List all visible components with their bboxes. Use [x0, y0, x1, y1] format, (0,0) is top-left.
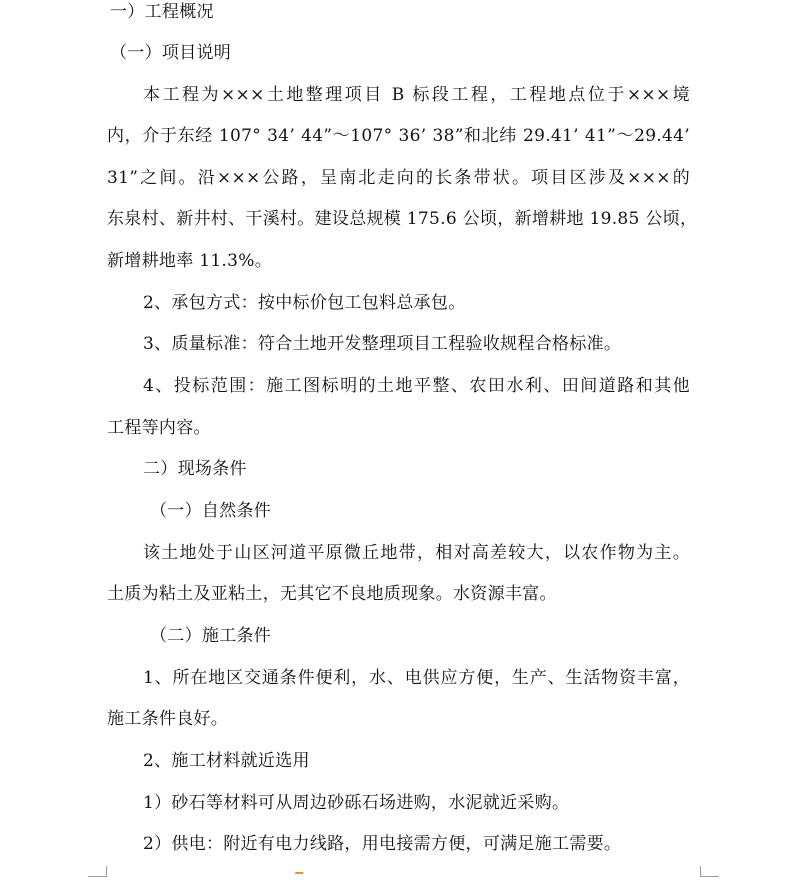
contract-method-item: 2、承包方式：按中标价包工包料总承包。	[143, 293, 466, 313]
section-heading-project-overview: 一）工程概况	[110, 2, 214, 22]
bid-scope-item-continued: 工程等内容。	[107, 418, 211, 438]
materials-subitem: 1）砂石等材料可从周边砂砾石场进购，水泥就近采购。	[143, 793, 570, 813]
quality-standard-item: 3、质量标准：符合土地开发整理项目工程验收规程合格标准。	[143, 334, 622, 354]
paragraph-line: 施工条件良好。	[107, 709, 229, 729]
page-margin-corner-right	[700, 866, 719, 877]
paragraph-line: 1、所在地区交通条件便利，水、电供应方便，生产、生活物资丰富，	[143, 668, 690, 688]
paragraph-line: 31”之间。沿×××公路，呈南北走向的长条带状。项目区涉及×××的	[107, 168, 690, 188]
paragraph-line: 本工程为×××土地整理项目 B 标段工程，工程地点位于×××境	[143, 85, 690, 105]
bid-scope-item: 4、投标范围：施工图标明的土地平整、农田水利、田间道路和其他	[143, 376, 690, 396]
paragraph-line: 土质为粘土及亚粘土，无其它不良地质现象。水资源丰富。	[107, 584, 557, 604]
paragraph-line: 东泉村、新井村、干溪村。建设总规模 175.6 公顷，新增耕地 19.85 公顷，	[107, 209, 698, 229]
paragraph-line: 新增耕地率 11.3%。	[107, 251, 273, 271]
paragraph-line: 该土地处于山区河道平原微丘地带，相对高差较大，以农作物为主。	[143, 543, 690, 563]
materials-item: 2、施工材料就近选用	[143, 751, 310, 771]
power-supply-subitem: 2）供电：附近有电力线路，用电接需方便，可满足施工需要。	[143, 834, 622, 854]
subheading-construction-conditions: （二）施工条件	[150, 626, 272, 646]
section-heading-site-conditions: 二）现场条件	[143, 459, 247, 479]
subheading-project-description: （一）项目说明	[110, 43, 232, 63]
paragraph-line: 内，介于东经 107° 34’ 44”～107° 36’ 38”和北纬 29.41’ 41”～29.44’	[107, 126, 690, 146]
page-margin-corner-left	[88, 866, 107, 877]
subheading-natural-conditions: （一）自然条件	[150, 501, 272, 521]
